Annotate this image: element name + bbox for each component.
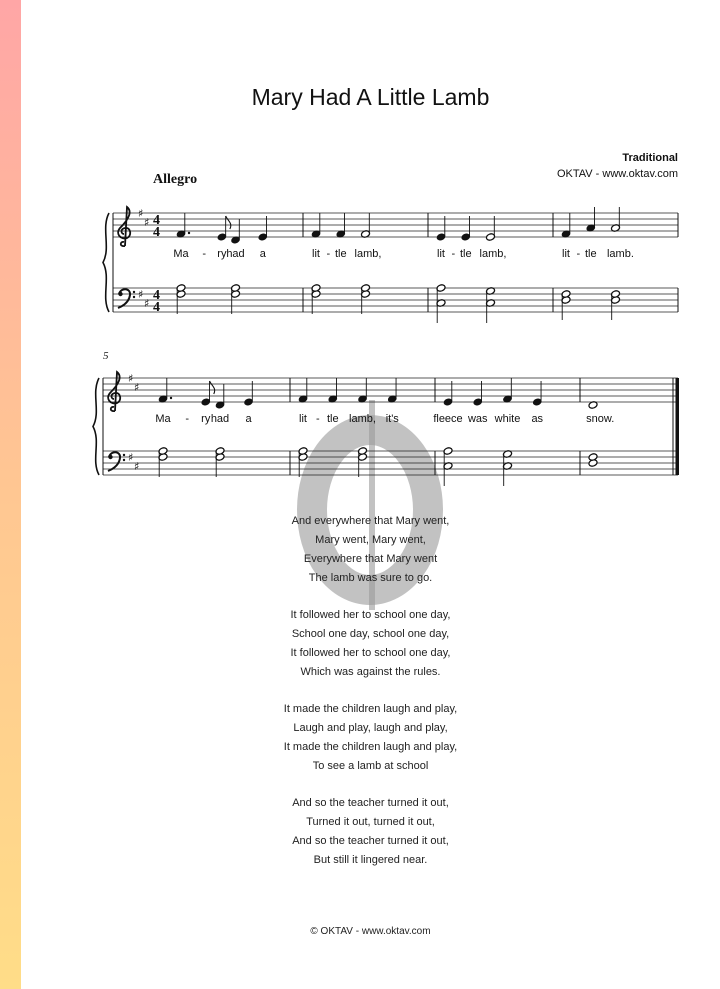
lyric-syllable: had xyxy=(210,413,230,425)
stanza xyxy=(21,512,720,588)
lyric-syllable: ry xyxy=(201,413,211,425)
lyric-syllable: lamb, xyxy=(349,413,376,425)
verse-line: Turned it out, turned it out, xyxy=(306,816,435,828)
key-signature-sharp: ♯ xyxy=(144,216,150,229)
lyric-syllable: white xyxy=(494,413,521,425)
stanza xyxy=(21,794,720,870)
dot xyxy=(170,397,172,399)
bass-clef-dot xyxy=(133,296,135,298)
verse-line: The lamb was sure to go. xyxy=(308,572,433,584)
time-signature: 4 xyxy=(153,213,160,228)
lyric-syllable: snow. xyxy=(586,413,615,425)
lyric-hyphen: - xyxy=(576,248,581,260)
lyric-syllable: ry xyxy=(217,248,227,260)
key-signature-sharp: ♯ xyxy=(134,381,140,394)
time-signature: 4 xyxy=(153,225,160,240)
time-signature: 4 xyxy=(153,288,160,303)
lyric-syllable: had xyxy=(226,248,245,260)
key-signature-sharp: ♯ xyxy=(138,207,144,220)
lyric-hyphen: - xyxy=(316,413,320,425)
verse-line: School one day, school one day, xyxy=(291,628,450,640)
verse-line: It made the children laugh and play, xyxy=(283,741,458,753)
lyric-syllable: lit xyxy=(562,248,570,260)
verse-line: And so the teacher turned it out, xyxy=(292,797,449,809)
lyric-syllable: was xyxy=(467,413,488,425)
lyric-hyphen: - xyxy=(326,248,331,260)
bass-clef-dot xyxy=(133,291,135,293)
verses xyxy=(21,512,720,888)
verse-line: It made the children laugh and play, xyxy=(283,703,458,715)
dot xyxy=(188,232,190,234)
bass-clef-icon xyxy=(118,292,122,296)
brace xyxy=(93,378,99,475)
verse-line: Laugh and play, laugh and play, xyxy=(293,722,448,734)
verse-line: It followed her to school one day, xyxy=(290,609,451,621)
lyric-syllable: fleece xyxy=(433,413,463,425)
time-signature: 4 xyxy=(153,300,160,315)
lyric-hyphen: - xyxy=(185,413,190,425)
verse-line: And so the teacher turned it out, xyxy=(292,835,449,847)
key-signature-sharp: ♯ xyxy=(128,372,134,385)
lyric-syllable: tle xyxy=(584,248,597,260)
brace xyxy=(103,213,109,312)
lyric-syllable: lit xyxy=(312,248,320,260)
stanza xyxy=(21,606,720,682)
verse-line: It followed her to school one day, xyxy=(290,647,451,659)
key-signature-sharp: ♯ xyxy=(138,288,144,301)
key-signature-sharp: ♯ xyxy=(144,297,150,310)
lyric-syllable: a xyxy=(245,413,252,425)
stanza xyxy=(21,700,720,776)
measure-number: 5 xyxy=(103,350,109,362)
lyric-syllable: Ma xyxy=(173,248,189,260)
lyric-syllable: a xyxy=(259,248,266,260)
eighth-flag xyxy=(226,216,231,229)
bass-clef-icon xyxy=(108,455,112,459)
verse-line: Which was against the rules. xyxy=(300,666,441,678)
lyric-syllable: lamb. xyxy=(606,248,634,260)
eighth-flag xyxy=(210,381,215,394)
lyric-hyphen: - xyxy=(202,248,206,260)
key-signature-sharp: ♯ xyxy=(128,451,134,464)
lyric-syllable: lit xyxy=(437,248,445,260)
bass-clef-dot xyxy=(123,454,125,456)
lyric-syllable: lamb, xyxy=(479,248,507,260)
verse-line: To see a lamb at school xyxy=(312,760,429,772)
final-barline xyxy=(676,378,680,475)
key-signature-sharp: ♯ xyxy=(134,460,140,473)
lyric-syllable: Ma xyxy=(155,413,171,425)
verse-line: Mary went, Mary went, xyxy=(315,534,426,546)
tempo-marking: Allegro xyxy=(153,172,198,187)
verse-line: Everywhere that Mary went xyxy=(303,553,438,565)
lyric-syllable: tle xyxy=(334,248,347,260)
lyric-syllable: tle xyxy=(326,413,339,425)
verse-line: And everywhere that Mary went, xyxy=(291,515,450,527)
composer: Traditional xyxy=(622,152,678,164)
verse-line: But still it lingered near. xyxy=(313,854,428,866)
lyric-syllable: lit xyxy=(299,413,307,425)
lyric-syllable: tle xyxy=(459,248,472,260)
lyric-syllable: lamb, xyxy=(354,248,382,260)
lyric-hyphen: - xyxy=(451,248,456,260)
footer-copyright: © OKTAV - www.oktav.com xyxy=(310,926,431,937)
bass-clef-dot xyxy=(123,459,125,461)
lyric-syllable: it's xyxy=(385,413,399,425)
lyric-syllable: as xyxy=(531,413,544,425)
page-title: Mary Had A Little Lamb xyxy=(251,84,490,110)
arranger-credit: OKTAV - www.oktav.com xyxy=(556,168,678,180)
